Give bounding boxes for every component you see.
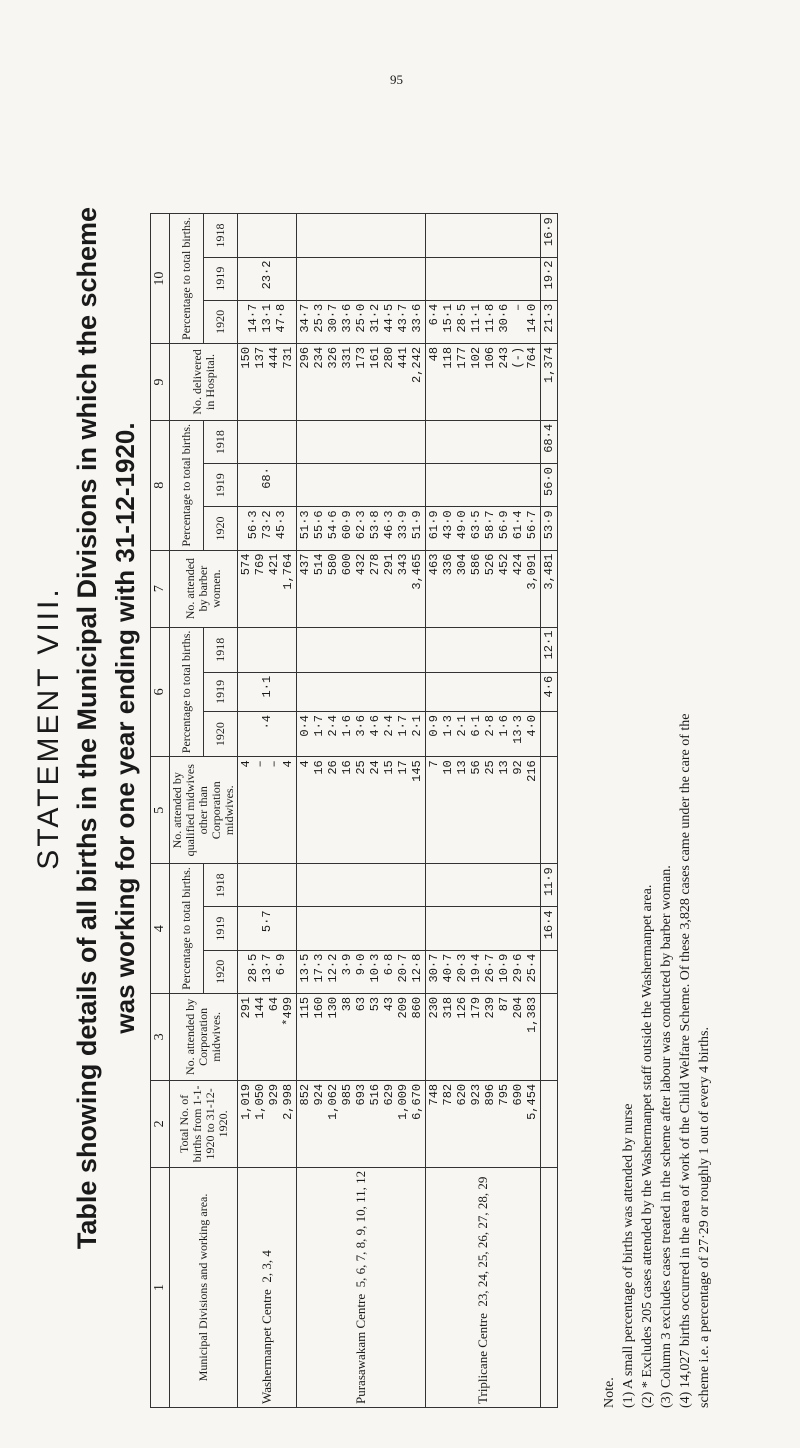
column-number-row [151,214,170,1408]
cell-pct-1919 [426,257,541,300]
total-cell: 11·9 [541,864,558,907]
cell-hospital: 150 137 444 731 [238,343,297,420]
section-row [297,214,426,1408]
total-cell: 3,481 [541,550,558,627]
note-5: scheme i.e. a percentage of 27·29 or roughly 1 out of every 4 births. [697,1027,712,1408]
cell-pct-1920: 0·9 1·3 2·1 6·1 2·8 1·6 13·3 4·0 [426,712,541,757]
header-barber-women: No. attended by barber women. [170,550,238,627]
header-divisions: Municipal Divisions and working area. [170,1167,238,1407]
cell-pct-1920: 30·7 40·7 20·3 19·4 26·7 10·9 29·6 25·4 [426,950,541,993]
cell-pct-1919 [426,907,541,950]
cell-corporation-midwives: 115 160 130 38 63 53 43 209 860 [297,993,426,1080]
cell-pct-1919 [426,464,541,507]
table-title-line-1: Table showing details of all births in the Municipal Divisions in which the scheme [72,206,102,1250]
total-cell [541,757,558,864]
cell-barber-women: 463 336 304 586 526 452 424 3,091 [426,550,541,627]
total-cell: 53·9 [541,507,558,550]
total-cell: 16·4 [541,907,558,950]
note-label: Note. [602,1377,617,1408]
colno: 5 [151,757,170,864]
cell-pct-1918 [426,214,541,257]
cell-barber-women: 437 514 580 600 432 278 291 343 3,465 [297,550,426,627]
cell-pct-1919: 5·7 [238,907,297,950]
header-hospital: No. delivered in Hospital. [170,343,238,420]
table-title-line-2: was working for one year ending with 31-12-1920. [110,422,140,1034]
cell-pct-1918 [238,214,297,257]
cell-qualified-midwives: 7 10 13 56 25 13 92 216 [426,757,541,864]
cell-corporation-midwives: 230 318 126 179 239 87 204 1,383 [426,993,541,1080]
colno: 1 [151,1167,170,1407]
cell-pct-1920: 51·3 55·6 54·6 60·9 62·3 53·8 46·3 33·9 51·9 [297,507,426,550]
cell-total-births: 1,019 1,050 929 2,998 [238,1080,297,1167]
total-cell [541,712,558,757]
cell-pct-1918 [297,627,426,672]
year: 1918 [204,214,238,257]
cell-total-births: 748 782 620 923 896 795 690 5,454 [426,1080,541,1167]
cell-pct-1920: 14·7 13·1 47·8 [238,300,297,343]
year: 1918 [204,420,238,463]
cell-pct-1919 [297,257,426,300]
note-3: (3) Column 3 excludes cases treated in the scheme after labour was conducted by barber woman. [659,865,674,1408]
cell-pct-1920: 0·4 1·7 2·4 1·6 3·6 4·6 2·4 1·7 2·1 [297,712,426,757]
header-percentage: Percentage to total births. [170,214,204,344]
cell-barber-women: 574 769 421 1,764 [238,550,297,627]
cell-pct-1920: 61·9 43·0 49·0 63·5 58·7 56·9 61·4 56·7 [426,507,541,550]
total-cell [541,950,558,993]
year: 1920 [204,507,238,550]
cell-hospital: 296 234 326 331 173 161 280 441 2,242 [297,343,426,420]
total-cell: 4·6 [541,672,558,711]
statement-heading: STATEMENT VIII. [32,586,65,870]
cell-pct-1918 [238,627,297,672]
cell-total-births: 852 924 1,062 985 693 516 629 1,009 6,670 [297,1080,426,1167]
note-4: (4) 14,027 births occurred in the area of work of the Child Welfare Scheme. Of these 3,828 cases came under the care of the [678,713,693,1408]
cell-corporation-midwives: 291 144 64 *499 [238,993,297,1080]
colno: 10 [151,214,170,344]
cell-qualified-midwives: 4 16 26 16 25 24 15 17 145 [297,757,426,864]
colno: 2 [151,1080,170,1167]
year: 1920 [204,712,238,757]
cell-pct-1919: 1·1 [238,672,297,711]
note-1: (1) A small percentage of births was attended by nurse [621,1103,636,1408]
cell-pct-1919 [297,672,426,711]
colno: 3 [151,993,170,1080]
page-number: 95 [390,72,403,87]
cell-qualified-midwives: 4 – – 4 [238,757,297,864]
cell-pct-1920: 28·5 13·7 6·9 [238,950,297,993]
cell-pct-1919: 68· [238,464,297,507]
cell-pct-1919 [297,907,426,950]
cell-pct-1918 [297,864,426,907]
header-percentage: Percentage to total births. [170,864,204,994]
year: 1918 [204,627,238,672]
year: 1918 [204,864,238,907]
cell-pct-1920: ·4 [238,712,297,757]
total-cell [541,1167,558,1407]
year: 1919 [204,907,238,950]
notes [600,28,714,1408]
year: 1920 [204,300,238,343]
header-row [170,214,204,1408]
colno: 6 [151,627,170,757]
colno: 4 [151,864,170,994]
section-name: Triplicane Centre 23, 24, 25, 26, 27, 28, 29 [426,1167,541,1407]
statistics-table [150,213,558,1408]
header-percentage: Percentage to total births. [170,420,204,550]
cell-pct-1920: 34·7 25·3 30·7 33·6 25·0 31·2 44·5 43·7 33·6 [297,300,426,343]
section-row [238,214,297,1408]
total-cell: 16·9 [541,214,558,257]
cell-pct-1919 [297,464,426,507]
section-name: Purasawakam Centre 5, 6, 7, 8, 9, 10, 11, 12 [297,1167,426,1407]
note-2: (2) * Excludes 205 cases attended by the Washermanpet staff outside the Washermanpet area. [640,884,655,1408]
header-qualified-midwives: No. attended by qualified midwives other than Corporation midwives. [170,757,238,864]
cell-pct-1920: 13·5 17·3 12·2 3·9 9·0 10·3 6·8 20·7 12·8 [297,950,426,993]
total-cell: 21·3 [541,300,558,343]
header-percentage: Percentage to total births. [170,627,204,757]
colno: 9 [151,343,170,420]
year: 1919 [204,257,238,300]
section-row [426,214,541,1408]
total-cell: 1,374 [541,343,558,420]
total-cell: 19·2 [541,257,558,300]
header-corporation-midwives: No. attended by Corporation midwives. [170,993,238,1080]
cell-pct-1920: 6·4 15·1 28·5 11·1 11·8 30·6 – 14·0 [426,300,541,343]
colno: 8 [151,420,170,550]
cell-pct-1918 [238,420,297,463]
cell-pct-1920: 56·3 73·2 45·3 [238,507,297,550]
year: 1919 [204,672,238,711]
cell-pct-1919 [426,672,541,711]
totals-row [541,214,558,1408]
cell-pct-1918 [426,864,541,907]
total-cell [541,1080,558,1167]
cell-pct-1918 [297,214,426,257]
total-cell: 12·1 [541,627,558,672]
total-cell [541,993,558,1080]
header-total-births: Total No. of births from 1-1-1920 to 31-12-1920. [170,1080,238,1167]
year: 1920 [204,950,238,993]
year: 1919 [204,464,238,507]
total-cell: 68·4 [541,420,558,463]
cell-pct-1918 [297,420,426,463]
cell-pct-1918 [426,420,541,463]
cell-pct-1919: 23·2 [238,257,297,300]
cell-pct-1918 [426,627,541,672]
cell-pct-1918 [238,864,297,907]
section-name: Washermanpet Centre 2, 3, 4 [238,1167,297,1407]
table-body [238,214,558,1408]
total-cell: 56·0 [541,464,558,507]
cell-hospital: 48 118 177 102 106 243 (-) 764 [426,343,541,420]
colno: 7 [151,550,170,627]
